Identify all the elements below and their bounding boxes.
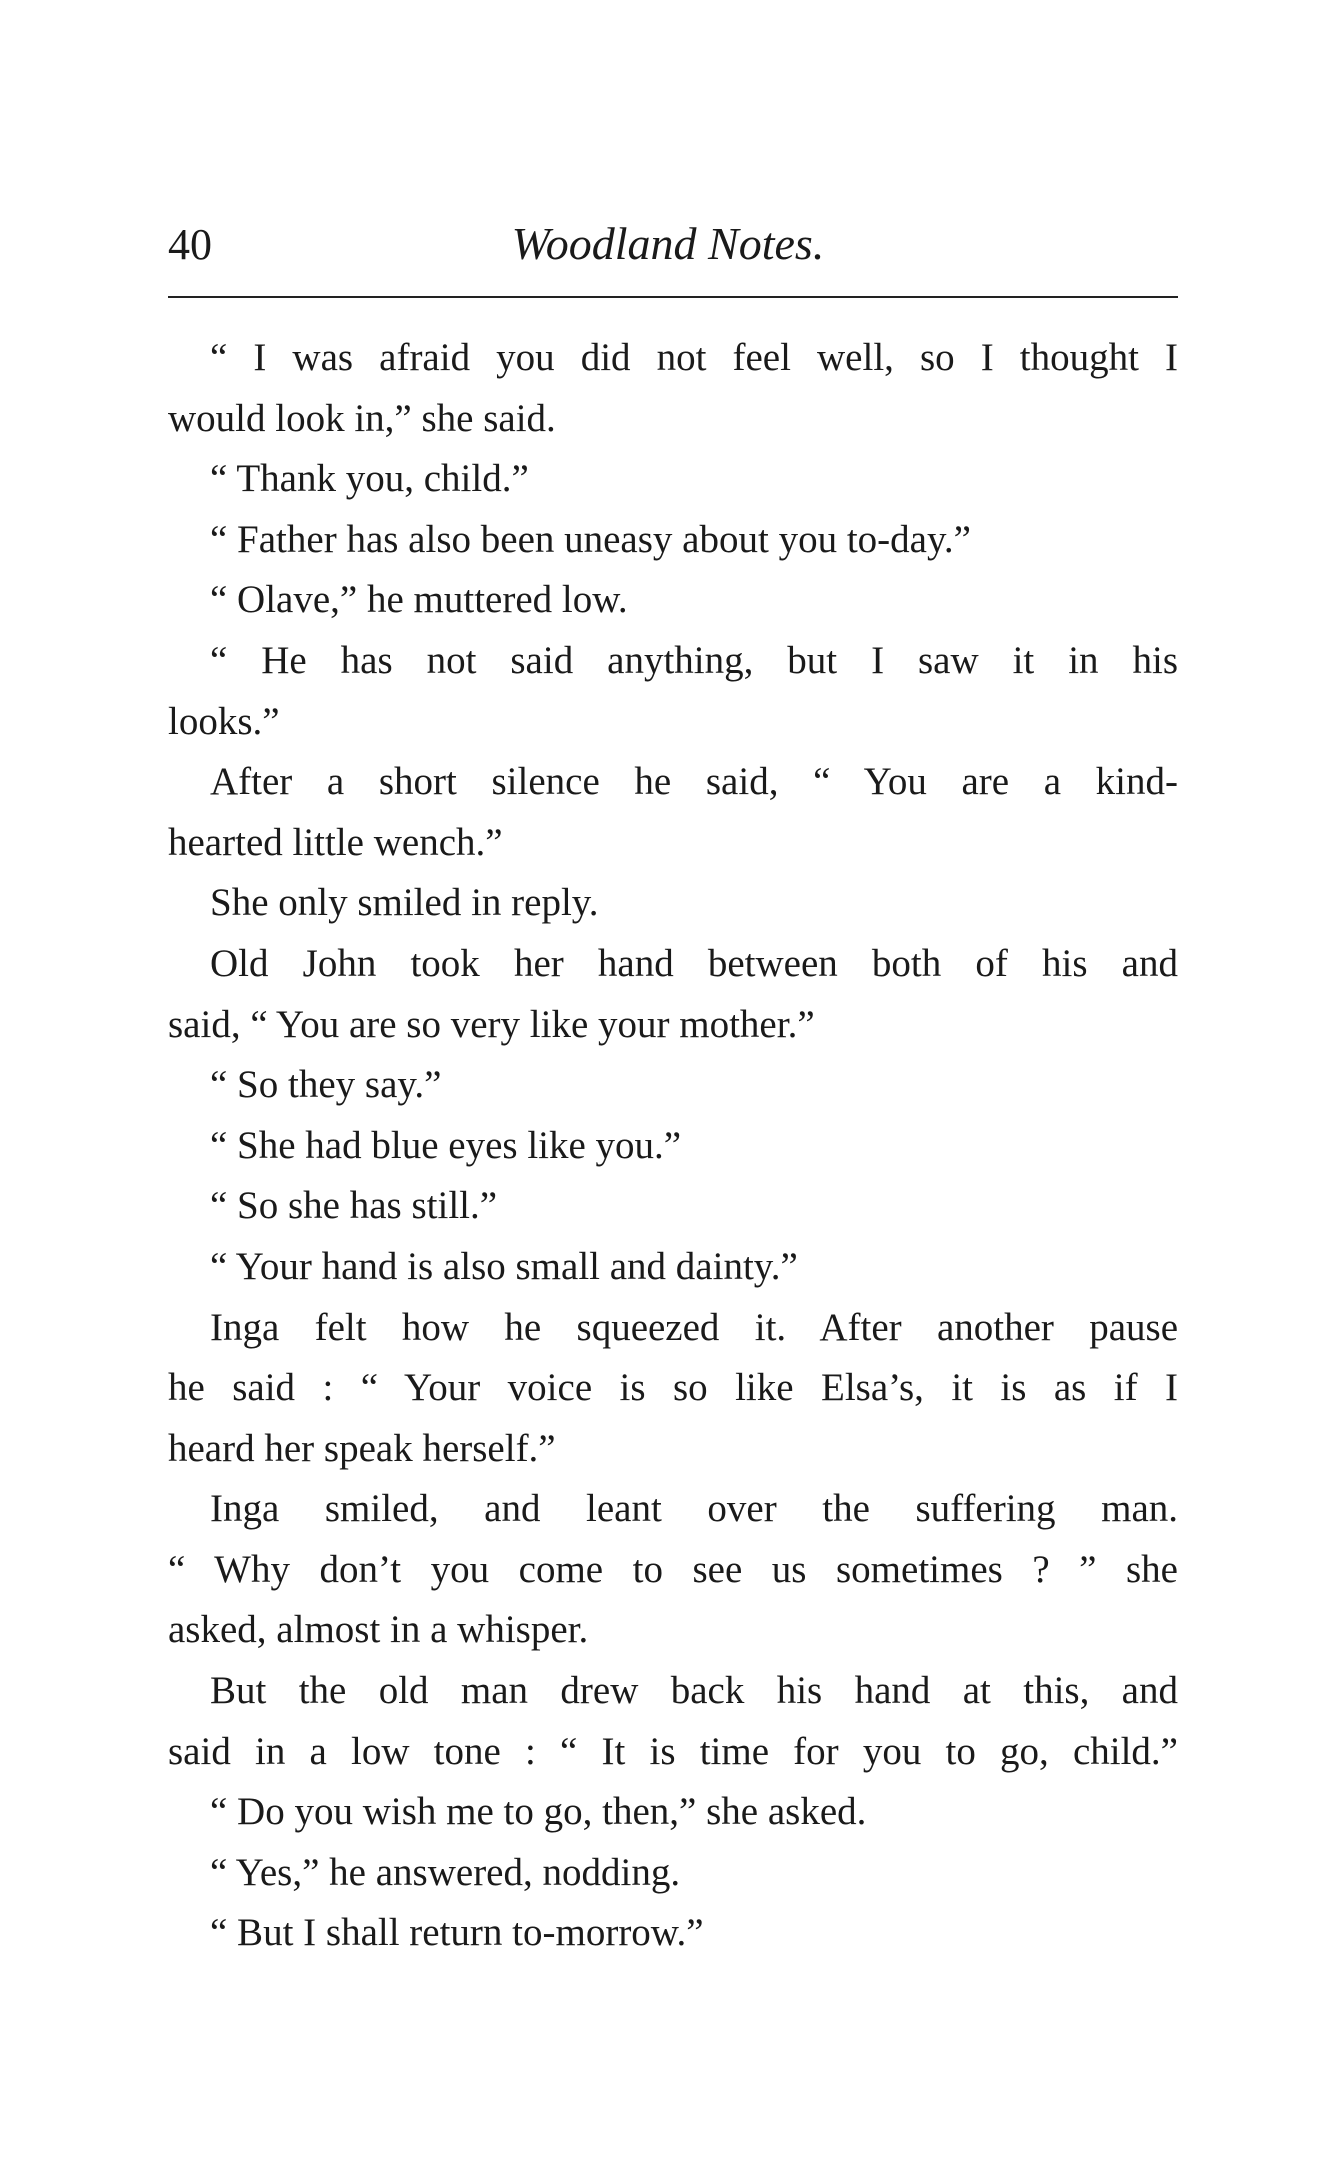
text-line: hearted little wench.”: [168, 820, 503, 864]
text-line: But the old man drew back his hand at this, and: [210, 1669, 1178, 1713]
page-number: 40: [168, 220, 212, 269]
text-line: After a short silence he said, “ You are a kind-: [210, 760, 1178, 804]
text-line: “ Thank you, child.”: [210, 457, 529, 501]
text-line: said, “ You are so very like your mother.”: [168, 1002, 815, 1046]
text-line: “ But I shall return to-morrow.”: [210, 1911, 704, 1955]
text-line: Inga felt how he squeezed it. After another pause: [210, 1305, 1178, 1349]
text-line: looks.”: [168, 699, 280, 743]
text-line: would look in,” she said.: [168, 396, 556, 440]
text-line: said in a low tone : “ It is time for you to go, child.”: [168, 1729, 1178, 1773]
text-line: “ Why don’t you come to see us sometimes ? ” she: [168, 1547, 1178, 1591]
text-line: he said : “ Your voice is so like Elsa’s, it is as if I: [168, 1366, 1178, 1410]
running-title: Woodland Notes.: [511, 218, 825, 269]
text-line: heard her speak herself.”: [168, 1426, 556, 1470]
text-line: “ I was afraid you did not feel well, so I thought I: [210, 336, 1178, 379]
text-line: “ So she has still.”: [210, 1184, 498, 1228]
text-line: “ Yes,” he answered, nodding.: [210, 1850, 681, 1894]
text-line: “ Your hand is also small and dainty.”: [210, 1244, 798, 1288]
text-line: “ Do you wish me to go, then,” she asked.: [210, 1790, 867, 1834]
header-rule: [168, 296, 1178, 298]
text-line: Inga smiled, and leant over the suffering man.: [210, 1487, 1178, 1531]
text-line: Old John took her hand between both of his and: [210, 941, 1178, 985]
text-line: “ Olave,” he muttered low.: [210, 578, 628, 622]
text-line: “ Father has also been uneasy about you to-day.”: [210, 517, 971, 561]
text-line: “ So they say.”: [210, 1063, 442, 1107]
page-header: [168, 210, 1178, 280]
text-line: “ She had blue eyes like you.”: [210, 1123, 682, 1167]
body-text: [168, 328, 1178, 1964]
text-line: She only smiled in reply.: [210, 881, 599, 925]
text-line: “ He has not said anything, but I saw it in his: [210, 638, 1178, 682]
text-line: asked, almost in a whisper.: [168, 1608, 589, 1652]
